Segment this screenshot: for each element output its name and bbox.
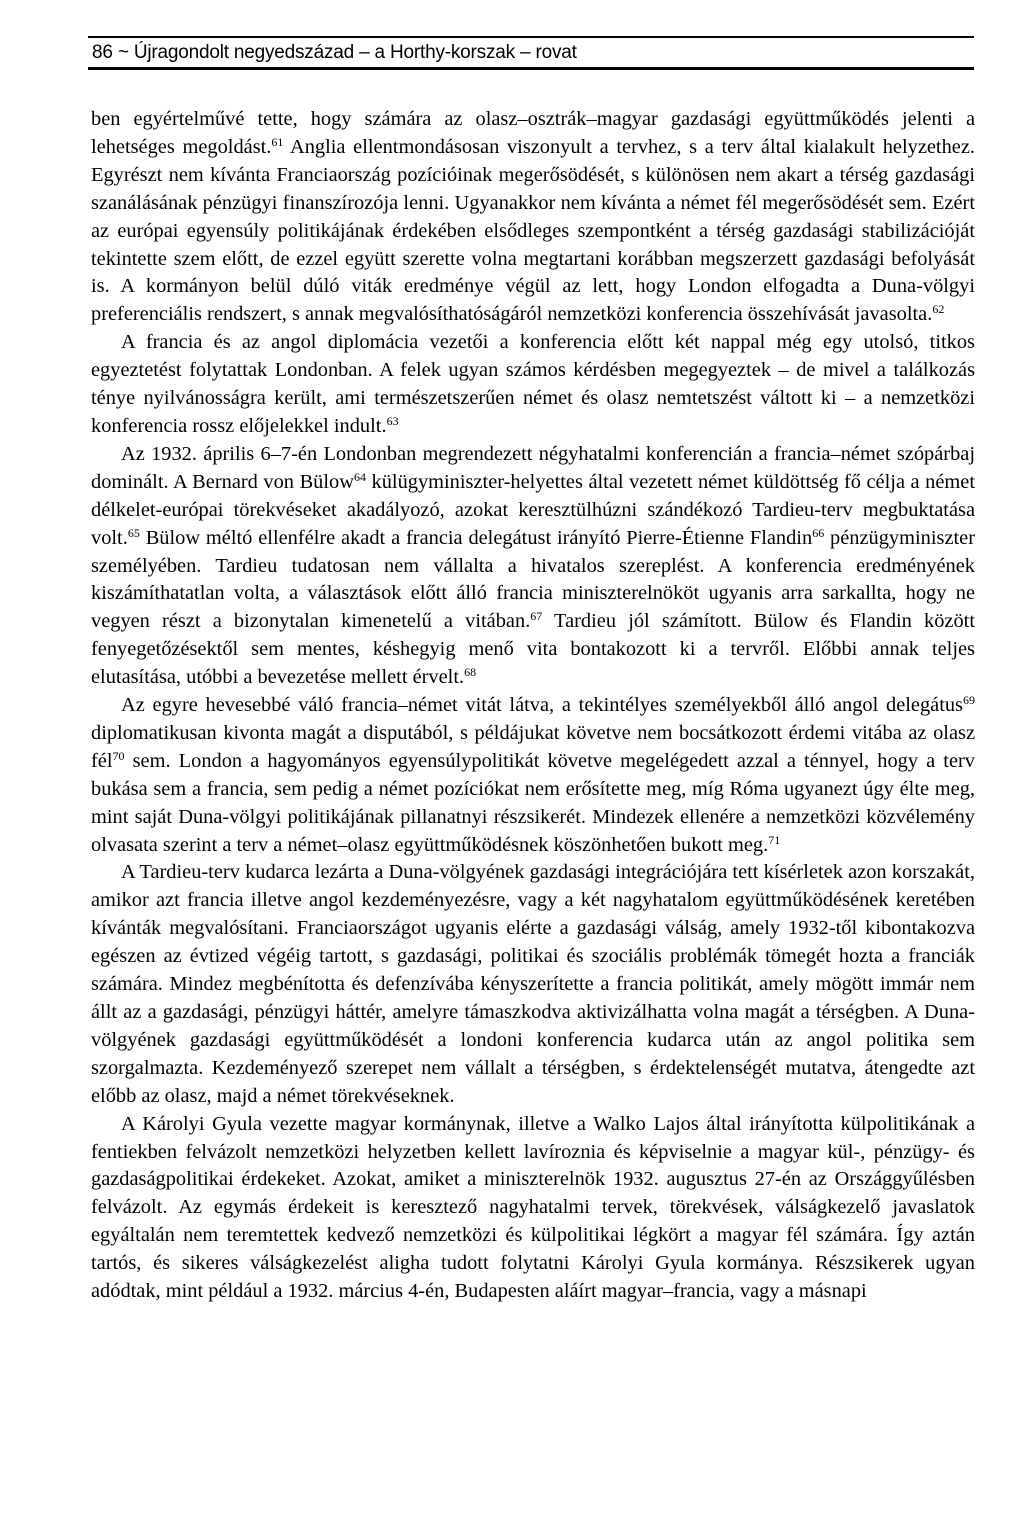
header-bottom-rule (88, 67, 974, 70)
paragraph-text: Bülow méltó ellenfélre akadt a francia delegátust irányító Pierre-Étienne Flandin (139, 526, 813, 549)
footnote-ref: 70 (112, 748, 125, 763)
paragraph-text: Az egyre hevesebbé váló francia–német vitát látva, a tekintélyes személyekből álló angol delegátus (121, 694, 963, 717)
paragraph-text: A Károlyi Gyula vezette magyar kormánynak, illetve a Walko Lajos által irányította külpolitikának a fentiekben felvázolt nemzetközi helyzetben kellett lavíroznia és képviselnie a magyar kül-, pénzügy- és gazdaságpolitikai érdekeket. Azokat, amiket a miniszterelnök 1932. augusztus 27-én az Országgyűlésben felvázolt. Az egymás érdekeit is keresztező nagyhatalmi tervek, törekvések, válságkezelő javaslatok egyáltalán nem teremtettek kedvező nemzetközi és külpolitikai légkört a magyar fél számára. Így aztán tartós, és sikeres válságkezelést aligha tudott folytatni Károlyi Gyula kormánya. Részsikerek ugyan adódtak, mint például a 1932. március 4-én, Budapesten aláírt magyar–francia, vagy a másnapi (91, 1112, 975, 1303)
footnote-ref: 69 (963, 692, 975, 707)
paragraph-text: pénzügyminiszter személyében. Tardieu tudatosan nem vállalta a hivatalos szereplést. A konferencia eredményének kiszámíthatatlan volta, a választások előtt álló francia miniszterelnököt ugyanis arra sarkallta, hogy ne vegyen részt a bizonytalan kimenetelű a vitában. (91, 526, 976, 633)
paragraph-text: sem. London a hagyományos egyensúlypolitikát követve megelégedett azzal a ténnyel, hogy a terv bukása sem a francia, sem pedig a német pozíciókat nem erősítette meg, míg Róma ugyanezt úgy élte meg, mint saját Duna-völgyi politikájának pillanatnyi részsikerét. Mindezek ellenére a nemzetközi közvélemény olvasata szerint a terv a német–olasz együttműködésnek köszönhetően bukott meg. (91, 749, 975, 856)
footnote-ref: 62 (932, 302, 945, 317)
footnote-ref: 66 (812, 525, 825, 540)
paragraph-text: diplomatikusan kivonta magát a disputából, s példájukat követve nem bocsátkozott érdemi vitába az olasz fél (91, 721, 975, 772)
header-separator: ~ (117, 42, 129, 63)
body-text (91, 106, 975, 1306)
paragraph-text: A francia és az angol diplomácia vezetői a konferencia előtt két nappal még egy utolsó, titkos egyeztetést folytattak Londonban. A felek ugyan számos kérdésben megegyeztek – de mivel a találkozás ténye nyilvánosságra került, ami természetszerűen német és olasz nemtetszést váltott ki – a nemzetközi konferencia rossz előjelekkel indult. (91, 331, 975, 437)
paragraph-text: Az 1932. április 6–7-én Londonban megrendezett négyhatalmi konferencián a francia–német szópárbaj dominált. A Bernard von Bülow (91, 442, 975, 493)
paragraph-text: Tardieu jól számított. Bülow és Flandin között fenyegetőzésektől sem mentes, késhegyig menő vita bontakozott ki a tervről. Előbbi annak teljes elutasítása, utóbbi a bevezetése mellett érvelt. (91, 610, 976, 689)
paragraph (91, 692, 975, 859)
running-header (88, 36, 974, 70)
paragraph-text: külügyminiszter-helyettes által vezetett német küldöttség fő célja a német délkelet-európai törekvéseket akadályozó, azokat keresztülhúzni szándékozó Tardieu-terv megbuktatása volt. (91, 470, 975, 549)
paragraph (91, 441, 975, 692)
paragraph (91, 106, 975, 329)
paragraph (91, 859, 975, 1110)
header-line (88, 38, 974, 67)
paragraph (91, 329, 975, 441)
paragraph-text: Anglia ellentmondásosan viszonyult a tervhez, s a terv által kialakult helyzethez. Egyrészt nem kívánta Franciaország pozícióinak megerősödését, s különösen nem akart a térség gazdasági szanálásának pénzügyi finanszírozója lenni. Ugyanakkor nem kívánta a német fél megerősödését sem. Ezért az európai egyensúly politikájának érdekében elsődleges szempontként a térség gazdasági stabilizációját tekintette szem előtt, de ezzel együtt szerette volna megtartani korábban megszerzett gazdasági befolyását is. A kormányon belül dúló viták eredménye végül az lett, hogy London elfogadta a Duna-völgyi preferenciális rendszert, s annak megvalósíthatóságáról nemzetközi konferencia összehívását javasolta. (91, 135, 975, 326)
footnote-ref: 63 (386, 413, 399, 428)
footnote-ref: 65 (127, 525, 140, 540)
footnote-ref: 67 (530, 609, 543, 624)
page-number: 86 (92, 42, 113, 63)
paragraph (91, 1111, 975, 1306)
footnote-ref: 64 (353, 469, 366, 484)
paragraph-text: ben egyértelművé tette, hogy számára az olasz–osztrák–magyar gazdasági együttműködés jelenti a lehetséges megoldást. (91, 108, 975, 158)
footnote-ref: 71 (768, 832, 781, 847)
header-title: Újragondolt negyedszázad – a Horthy-korszak – rovat (133, 42, 577, 63)
footnote-ref: 61 (271, 134, 284, 149)
footnote-ref: 68 (464, 664, 477, 679)
paragraph-text: A Tardieu-terv kudarca lezárta a Duna-völgyének gazdasági integrációjára tett kísérletek azon korszakát, amikor azt francia illetve angol kezdeményezésre, vagy a két nagyhatalom együttműködésének keretében kívánták megvalósítani. Franciaországot ugyanis elérte a gazdasági válság, amely 1932-től kibontakozva egészen az évtized végéig tartott, s gazdasági, politikai és szociális problémák tömegét hozta a franciák számára. Mindez megbénította és defenzívába kényszerítette a francia politikát, amely mögött immár nem állt az a gazdasági, pénzügyi háttér, amelyre támaszkodva aktivizálhatta volna magát a térségben. A Duna-völgyének gazdasági együttműködését a londoni konferencia kudarca után az angol politika sem szorgalmazta. Kezdeményező szerepet nem vállalt a térségben, s érdektelenségét mutatva, átengedte azt előbb az olasz, majd a német törekvéseknek. (91, 861, 975, 1107)
